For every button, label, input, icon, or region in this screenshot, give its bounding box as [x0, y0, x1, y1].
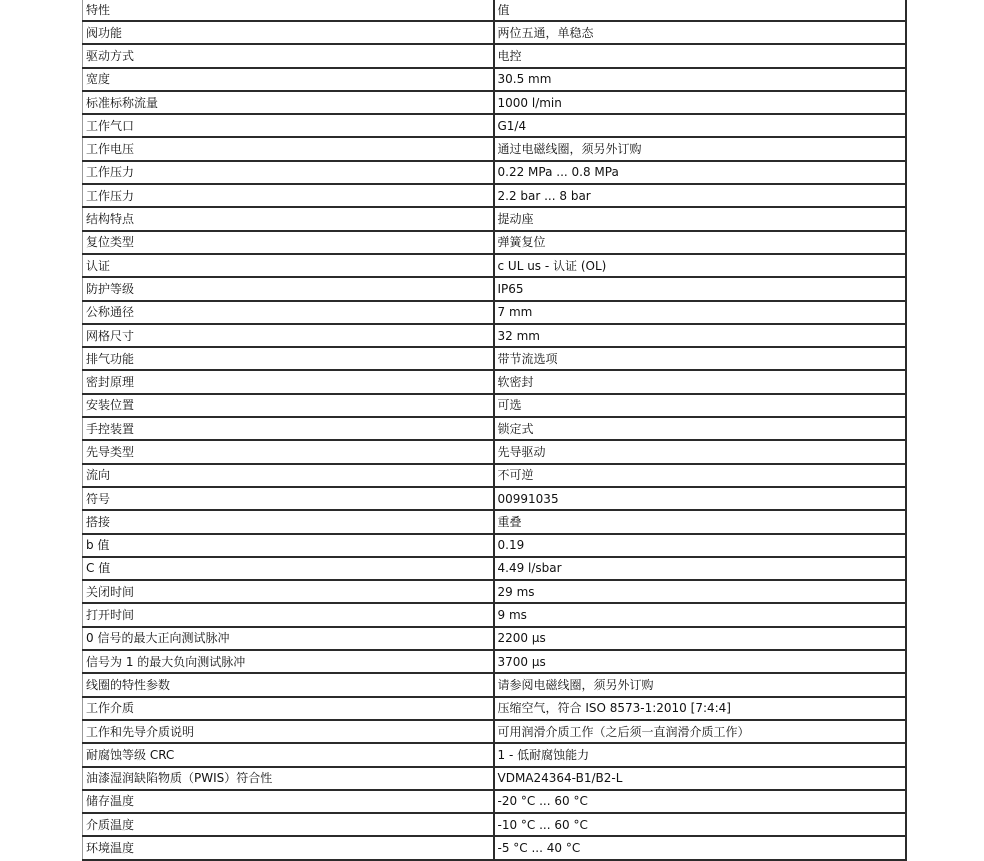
- row-property: 信号为 1 的最大负向测试脉冲: [83, 650, 494, 673]
- row-property: 标准标称流量: [83, 91, 494, 114]
- row-property: 公称通径: [83, 301, 494, 324]
- row-value: 先导驱动: [494, 440, 906, 463]
- row-value: 30.5 mm: [494, 68, 906, 91]
- row-property: C 值: [83, 557, 494, 580]
- row-property: 流向: [83, 464, 494, 487]
- row-property: 网格尺寸: [83, 324, 494, 347]
- table-row: [83, 324, 906, 347]
- row-value: 不可逆: [494, 464, 906, 487]
- table-row: [83, 68, 906, 91]
- table-row: [83, 370, 906, 393]
- row-property: 油漆湿润缺陷物质（PWIS）符合性: [83, 767, 494, 790]
- row-value: 7 mm: [494, 301, 906, 324]
- row-value: -10 °C ... 60 °C: [494, 813, 906, 836]
- row-value: 4.49 l/sbar: [494, 557, 906, 580]
- table-row: [83, 650, 906, 673]
- table-row: [83, 417, 906, 440]
- row-property: 耐腐蚀等级 CRC: [83, 743, 494, 766]
- table-row: [83, 91, 906, 114]
- table-row: [83, 44, 906, 67]
- row-property: 手控装置: [83, 417, 494, 440]
- row-property: 安装位置: [83, 394, 494, 417]
- table-row: [83, 277, 906, 300]
- row-property: 工作压力: [83, 161, 494, 184]
- row-property: 打开时间: [83, 603, 494, 626]
- row-property: 认证: [83, 254, 494, 277]
- spec-table: [82, 0, 907, 861]
- table-row: [83, 347, 906, 370]
- row-value: 提动座: [494, 207, 906, 230]
- row-property: 线圈的特性参数: [83, 673, 494, 696]
- row-property: 符号: [83, 487, 494, 510]
- row-property: 排气功能: [83, 347, 494, 370]
- row-value: 0.19: [494, 534, 906, 557]
- table-row: [83, 207, 906, 230]
- table-header-row: [83, 0, 906, 21]
- row-value: 重叠: [494, 510, 906, 533]
- table-row: [83, 464, 906, 487]
- table-row: [83, 743, 906, 766]
- row-value: 3700 µs: [494, 650, 906, 673]
- table-row: [83, 184, 906, 207]
- row-property: 环境温度: [83, 836, 494, 859]
- row-property: 宽度: [83, 68, 494, 91]
- row-value: 两位五通，单稳态: [494, 21, 906, 44]
- table-row: [83, 603, 906, 626]
- table-row: [83, 114, 906, 137]
- row-value: 29 ms: [494, 580, 906, 603]
- table-row: [83, 813, 906, 836]
- row-property: 结构特点: [83, 207, 494, 230]
- row-value: 软密封: [494, 370, 906, 393]
- table-row: [83, 534, 906, 557]
- row-property: 储存温度: [83, 790, 494, 813]
- table-row: [83, 580, 906, 603]
- row-property: b 值: [83, 534, 494, 557]
- row-value: 1000 l/min: [494, 91, 906, 114]
- table-row: [83, 487, 906, 510]
- row-property: 工作压力: [83, 184, 494, 207]
- header-value: 值: [494, 0, 906, 21]
- table-row: [83, 510, 906, 533]
- table-row: [83, 767, 906, 790]
- row-value: 可选: [494, 394, 906, 417]
- row-value: 2200 µs: [494, 627, 906, 650]
- table-row: [83, 697, 906, 720]
- table-row: [83, 21, 906, 44]
- row-value: 9 ms: [494, 603, 906, 626]
- row-value: G1/4: [494, 114, 906, 137]
- table-row: [83, 137, 906, 160]
- row-property: 介质温度: [83, 813, 494, 836]
- row-property: 关闭时间: [83, 580, 494, 603]
- header-property: 特性: [83, 0, 494, 21]
- table-row: [83, 161, 906, 184]
- row-property: 0 信号的最大正向测试脉冲: [83, 627, 494, 650]
- row-value: -20 °C ... 60 °C: [494, 790, 906, 813]
- row-value: 可用润滑介质工作（之后须一直润滑介质工作）: [494, 720, 906, 743]
- row-value: VDMA24364-B1/B2-L: [494, 767, 906, 790]
- table-row: [83, 440, 906, 463]
- row-property: 搭接: [83, 510, 494, 533]
- table-row: [83, 394, 906, 417]
- row-property: 阀功能: [83, 21, 494, 44]
- table-row: [83, 627, 906, 650]
- row-value: -5 °C ... 40 °C: [494, 836, 906, 859]
- row-value: 锁定式: [494, 417, 906, 440]
- row-value: 2.2 bar ... 8 bar: [494, 184, 906, 207]
- row-property: 防护等级: [83, 277, 494, 300]
- row-value: 弹簧复位: [494, 231, 906, 254]
- row-value: 1 - 低耐腐蚀能力: [494, 743, 906, 766]
- table-row: [83, 790, 906, 813]
- row-value: 带节流选项: [494, 347, 906, 370]
- row-value: 00991035: [494, 487, 906, 510]
- row-value: 压缩空气，符合 ISO 8573-1:2010 [7:4:4]: [494, 697, 906, 720]
- row-property: 工作介质: [83, 697, 494, 720]
- row-value: 通过电磁线圈，须另外订购: [494, 137, 906, 160]
- table-row: [83, 231, 906, 254]
- row-property: 先导类型: [83, 440, 494, 463]
- row-property: 工作电压: [83, 137, 494, 160]
- row-property: 密封原理: [83, 370, 494, 393]
- table-row: [83, 301, 906, 324]
- row-value: 0.22 MPa ... 0.8 MPa: [494, 161, 906, 184]
- spec-table-body: [83, 0, 906, 860]
- row-property: 复位类型: [83, 231, 494, 254]
- row-property: 工作气口: [83, 114, 494, 137]
- table-row: [83, 673, 906, 696]
- row-value: c UL us - 认证 (OL): [494, 254, 906, 277]
- row-value: 请参阅电磁线圈，须另外订购: [494, 673, 906, 696]
- table-row: [83, 720, 906, 743]
- table-row: [83, 254, 906, 277]
- row-property: 驱动方式: [83, 44, 494, 67]
- row-value: 32 mm: [494, 324, 906, 347]
- table-row: [83, 557, 906, 580]
- row-property: 工作和先导介质说明: [83, 720, 494, 743]
- table-row: [83, 836, 906, 859]
- row-value: 电控: [494, 44, 906, 67]
- row-value: IP65: [494, 277, 906, 300]
